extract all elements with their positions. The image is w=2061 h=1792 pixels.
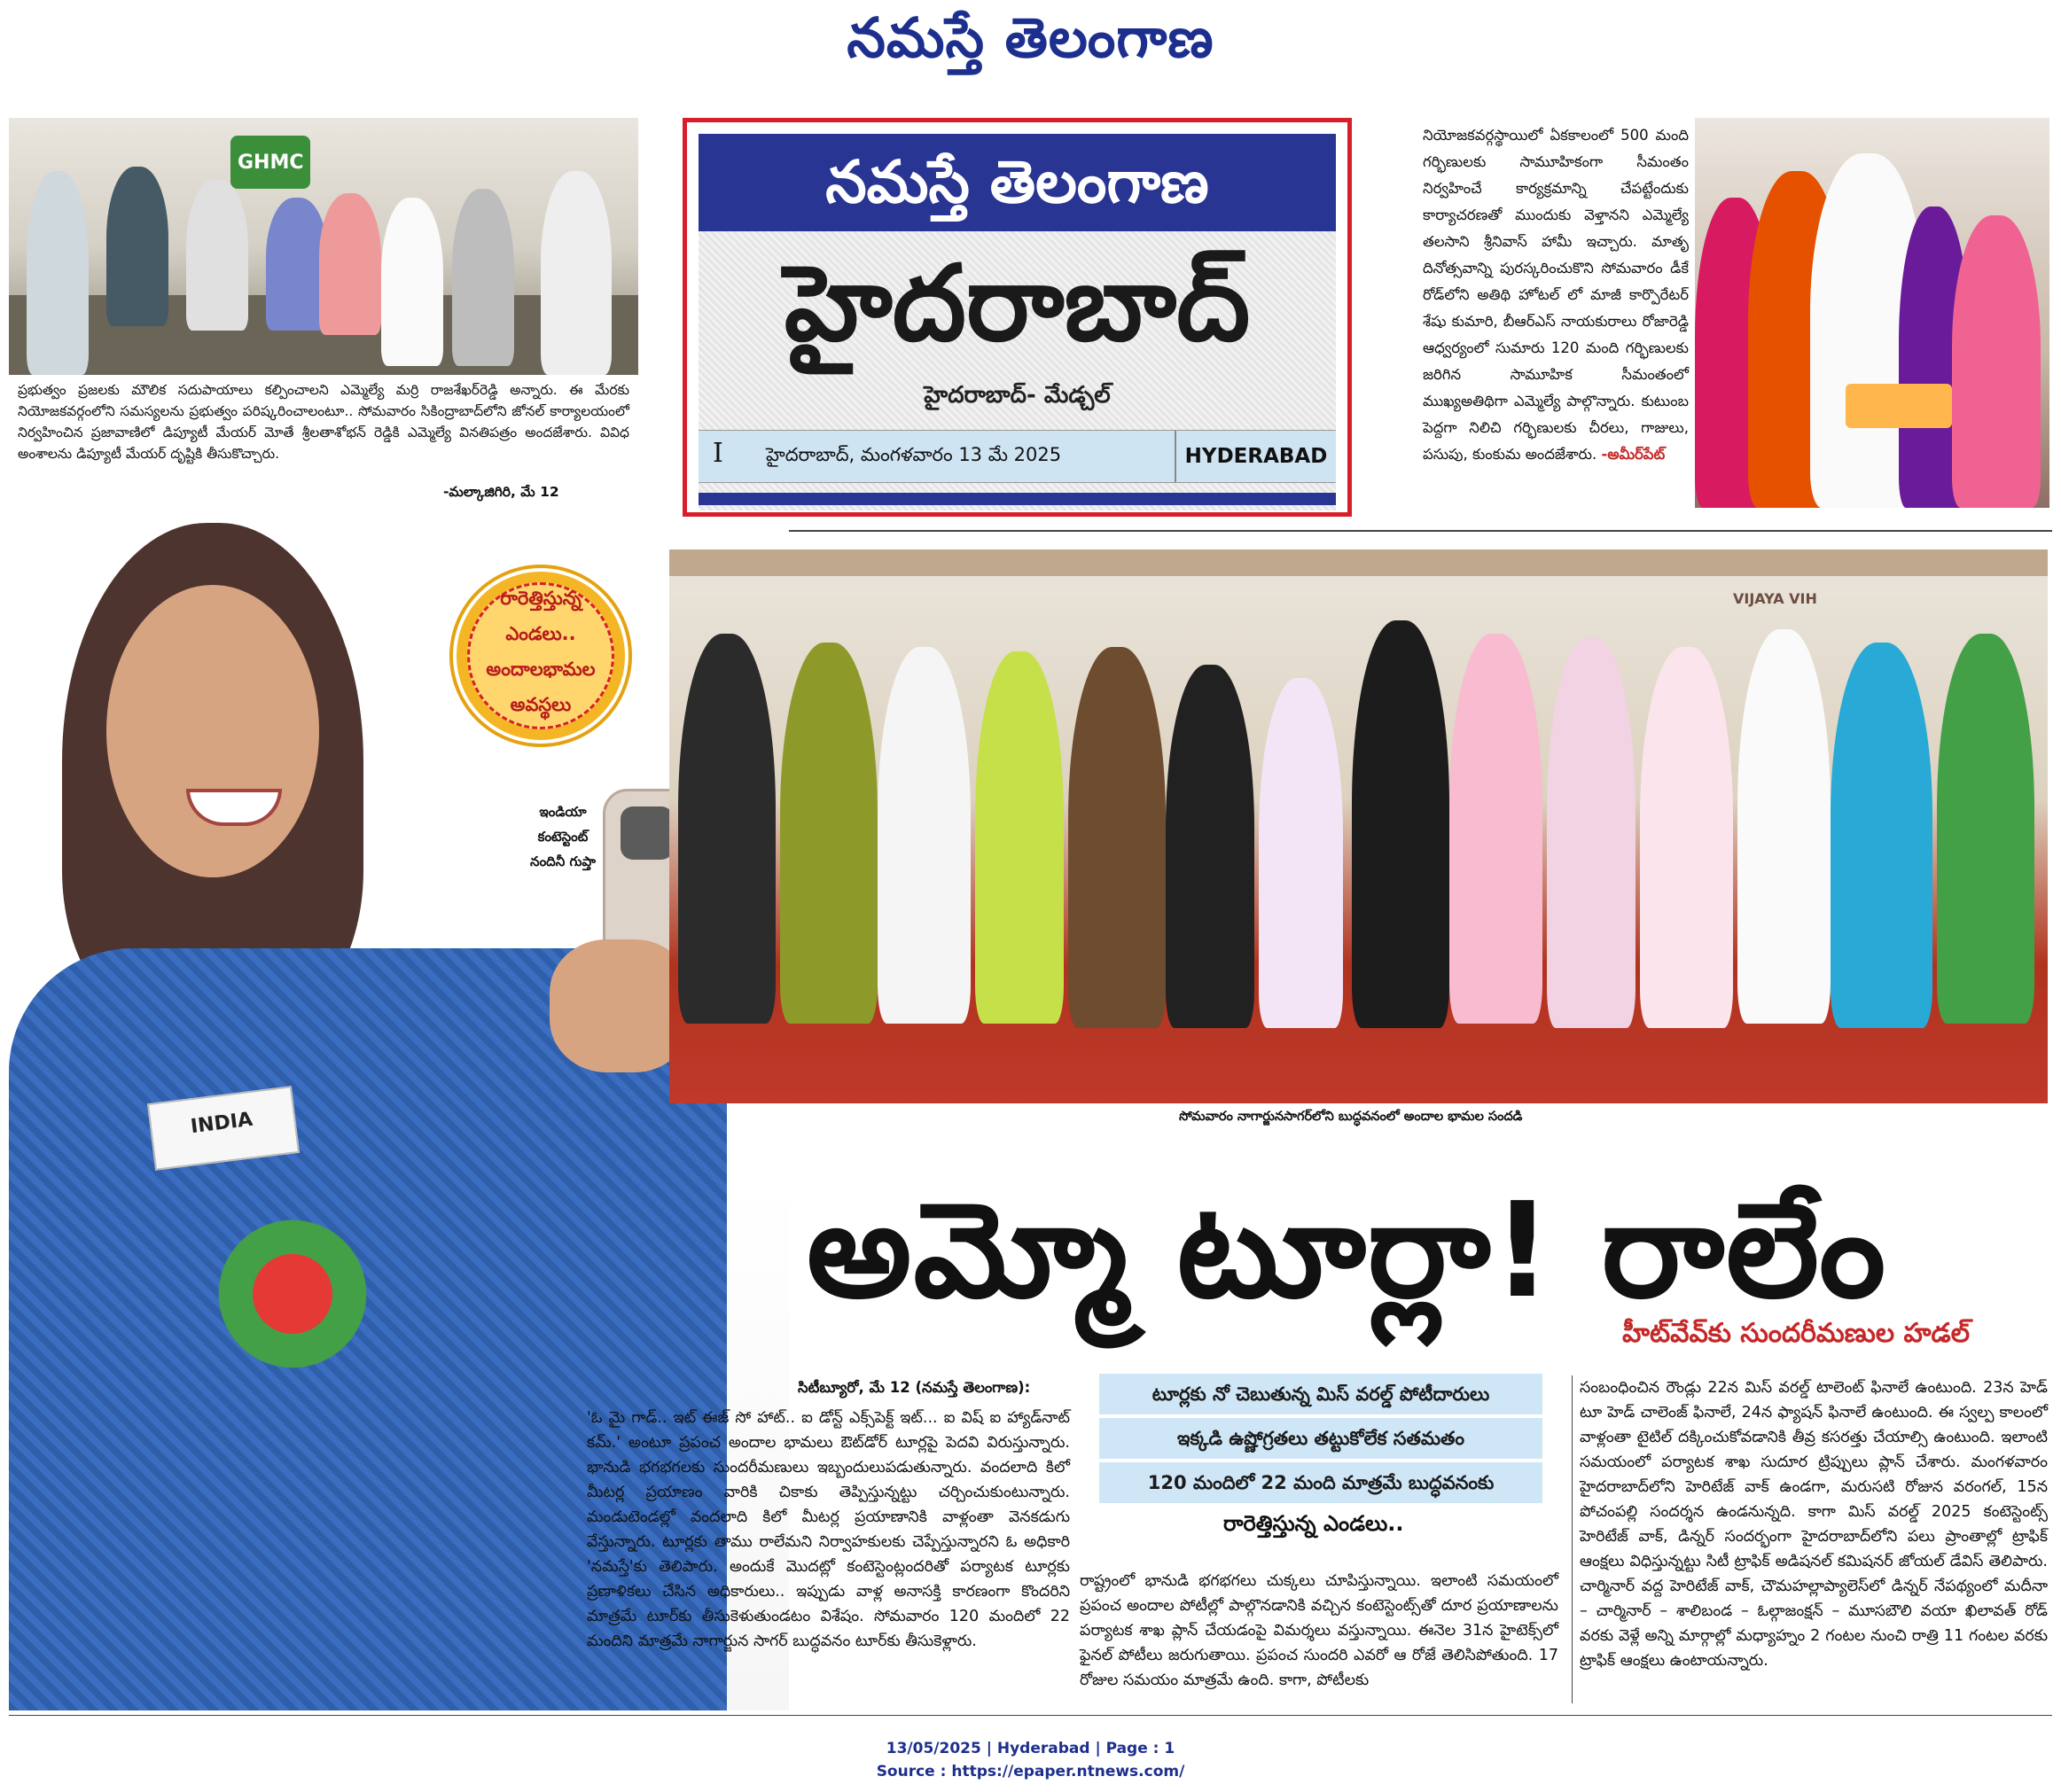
- bottom-rule: [9, 1715, 2052, 1716]
- group-photo-caption: సోమవారం నాగార్జునసాగర్‌లోని బుద్ధవనంలో అందాల భామల సందడి: [1179, 1110, 1523, 1124]
- group-photo: [669, 549, 2048, 1103]
- contestant-caption-line1: ఇండియా: [539, 804, 587, 820]
- building-sign: VIJAYA VIH: [1733, 590, 1817, 607]
- fruit-tray: [1846, 384, 1952, 428]
- edition-bottom-bar: [699, 493, 1336, 505]
- contestant-caption-line2: కంటెస్టెంట్: [537, 829, 589, 845]
- ghmc-photo: [9, 118, 638, 375]
- masthead-title: నమస్తే తెలంగాణ: [847, 5, 1214, 70]
- masthead: [0, 0, 2061, 89]
- ghmc-sign-label: GHMC: [238, 152, 304, 174]
- phone-camera-icon: [621, 806, 674, 860]
- headline: అమ్మో టూర్లా! రాలేం: [807, 1174, 1888, 1327]
- column-divider: [1572, 1375, 1573, 1703]
- article-col3: సంబంధించిన రౌండ్లు 22న మిస్ వరల్డ్ టాలెంట్ ఫినాలే ఉంటుంది. 23న హెడ్ టూ హెడ్ చాలెంజ్ ఫినాలే, 24న ఫ్యాషన్ ఫినాలే ఉంటుంది. ఈ స్వల్ప కాలంలో వాళ్లంతా టైటిల్ దక్కించుకోవడానికి తీవ్ర కసరత్తు చేయాల్సి ఉంటుంది. ఇలాంటి సమయంలో పర్యాటక శాఖ సుదూర ట్రిప్పులు ప్లాన్ చేశారు. మంగళవారం హైదరాబాద్‌లోని హెరిటేజ్ వాక్ ఉండగా, మరుసటి రోజున వరంగల్, 15న పోచంపల్లి సందర్శన ఉండనున్నది. కాగా మిస్ వరల్డ్ 2025 కంటెస్టెంట్స్ హెరిటేజ్ వాక్, డిన్నర్ సందర్భంగా హైదరాబాద్‌లోని పలు ప్రాంతాల్లో ట్రాఫిక్ ఆంక్షలు విధిస్తున్నట్టు సిటీ ట్రాఫిక్ అడిషనల్ కమిషనర్ జోయల్ డేవిస్ తెలిపారు. చార్మినార్ వద్ద హెరిటేజ్ వాక్, చౌమహల్లాప్యాలెస్‌లో డిన్నర్ నేపథ్యంలో మదీనా – చార్మినార్ – శాలిబండ – ఓల్గాజంక్షన్ – మూసబౌలి వయా ఖిలావత్ రోడ్ వరకు వెళ్లే అన్ని మార్గాల్లో మధ్యాహ్నం 2 గంటల నుంచి రాత్రి 11 గంటల వరకు ట్రాఫిక్ ఆంక్షలు ఉంటాయన్నారు.: [1580, 1379, 2048, 1670]
- edition-date-bar: [699, 430, 1336, 483]
- heat-badge-line4: అవస్థలు: [510, 694, 572, 715]
- edition-city-name: హైదరాబాద్: [784, 242, 1251, 364]
- highlight-3: 120 మందిలో 22 మంది మాత్రమే బుద్ధవనంకు: [1099, 1462, 1542, 1503]
- top-left-dateline: -మల్కాజిగిరి, మే 12: [443, 484, 559, 500]
- article-section-head: రారెత్తిస్తున్న ఎండలు..: [1223, 1511, 1404, 1536]
- contestant-caption: [514, 799, 612, 874]
- top-right-text: నియోజకవర్గస్థాయిలో ఏకకాలంలో 500 మంది గర్భిణులకు సామూహికంగా సీమంతం నిర్వహించే కార్యక్రమాన్ని చేపట్టేందుకు కార్యాచరణతో ముందుకు వెళ్తానని ఎమ్మెల్యే తలసాని శ్రీనివాస్ హామీ ఇచ్చారు. మాతృ దినోత్సవాన్ని పురస్కరించుకొని సోమవారం డీకే రోడ్‌లోని అతిథి హోటల్ లో మాజీ కార్పొరేటర్ శేషు కుమారి, బీఆర్‌ఎస్ నాయకురాలు రోజారెడ్డి ఆధ్వర్యంలో సుమారు 120 మంది గర్భిణులకు జరిగిన సామూహిక సీమంతంలో ముఖ్యఅతిథిగా ఎమ్మెల్యే పాల్గొన్నారు. కుటుంబ పెద్దగా నిలిచి గర్భిణులకు చీరలు, గాజులు, పసుపు, కుంకుమ అందజేశారు.: [1423, 127, 1689, 463]
- footer-page-info: 13/05/2025 | Hyderabad | Page : 1: [886, 1740, 1175, 1757]
- top-right-article: [1423, 122, 1689, 468]
- edition-label: HYDERABAD: [1175, 431, 1336, 482]
- flower-print: [186, 1214, 399, 1374]
- edition-masthead-box: [683, 118, 1352, 517]
- top-right-dateline: -అమీర్‌పేట్: [1601, 446, 1666, 463]
- subheadline: హీట్‌వేవ్‌కు సుందరీమణుల హడల్: [1622, 1318, 1970, 1349]
- contestant-face: [106, 585, 319, 877]
- edition-date: హైదరాబాద్, మంగళవారం 13 మే 2025: [766, 444, 1062, 465]
- heat-badge-line3: అందాలభామల: [486, 658, 596, 680]
- article-dateline: సిటీబ్యూరో, మే 12 (నమస్తే తెలంగాణ):: [798, 1379, 1031, 1396]
- edition-paper-name: నమస్తే తెలంగాణ: [699, 134, 1336, 231]
- page-marker: I: [713, 438, 723, 469]
- article-highlights: [1099, 1374, 1542, 1507]
- building-roof: [669, 549, 2048, 576]
- seemantham-photo: [1695, 118, 2049, 508]
- contestant-caption-line3: నందినీ గుప్తా: [530, 853, 596, 869]
- footer-source[interactable]: Source : https://epaper.ntnews.com/: [876, 1763, 1185, 1780]
- article-col2: రాష్ట్రంలో భానుడి భగభగలు చుక్కలు చూపిస్తున్నాయి. ఇలాంటి సమయంలో ప్రపంచ అందాల పోటీల్లో పాల్గొనడానికి వచ్చిన కంటెస్టెంట్స్‌తో దూర ప్రయాణాలను పర్యాటక శాఖ ప్లాన్ చేయడంపై విమర్శలు వస్తున్నాయి. ఈనెల 31న హైటెక్స్‌లో ఫైనల్ పోటీలు జరుగుతాయి. ప్రపంచ సుందరి ఎవరో ఆ రోజే తెలిసిపోతుంది. 17 రోజుల సమయం మాత్రమే ఉంది. కాగా, పోటీలకు: [1080, 1572, 1558, 1689]
- top-left-caption: ప్రభుత్వం ప్రజలకు మౌలిక సదుపాయాలు కల్పించాలని ఎమ్మెల్యే మర్రి రాజశేఖర్‌రెడ్డి అన్నారు. ఈ మేరకు నియోజకవర్గంలోని సమస్యలను ప్రభుత్వం పరిష్కరించాలంటూ.. సోమవారం సికింద్రాబాద్‌లోని జోనల్ కార్యాలయంలో నిర్వహించిన ప్రజావాణిలో డిప్యూటీ మేయర్ మోతే శ్రీలతాశోభన్ రెడ్డికి ఎమ్మెల్యే వినతిపత్రం అందజేశారు. వివిధ అంశాలను డిప్యూటీ మేయర్ దృష్టికి తీసుకొచ్చారు.: [18, 382, 629, 462]
- edition-subtitle: హైదరాబాద్- మేడ్చల్: [924, 382, 1111, 409]
- article-col1: 'ఓ మై గాడ్.. ఇట్ ఈజ్ సో హాట్.. ఐ డోన్ట్ ఎక్స్‌పెక్ట్ ఇట్... ఐ విష్ ఐ హ్యాడ్‌నాట్ కమ్.' అంటూ ప్రపంచ అందాల భామలు ఔట్‌డోర్ టూర్లపై పెదవి విరుస్తున్నారు. భానుడి భగభగలకు సుందరీమణులు ఇబ్బందులుపడుతున్నారు. వందలాది కిలో మీటర్ల ప్రయాణం వారికి చికాకు తెప్పిస్తున్నట్టు చర్చించుకుంటున్నారు. మండుటెండల్లో వందలాది కిలో మీటర్ల ప్రయాణానికి వాళ్లంతా వెనకడుగు వేస్తున్నారు. టూర్లకు తాము రాలేమని నిర్వాహకులకు చెప్పేస్తున్నారని ఓ అధికారి 'నమస్తే'కు తెలిపారు. అందుకే మొదట్లో కంటెస్టెంట్లందరితో పర్యాటక టూర్లకు ప్రణాళికలు చేసిన అధికారులు.. ఇప్పుడు వాళ్ల అనాసక్తి కారణంగా కొందరిని మాత్రమే టూర్‌కు తీసుకెళుతుండటం విశేషం. సోమవారం 120 మందిలో 22 మందిని మాత్రమే నాగార్జున సాగర్ బుద్ధవనం టూర్‌కు తీసుకెళ్లారు.: [587, 1409, 1070, 1650]
- highlight-2: ఇక్కడి ఉష్ణోగ్రతలు తట్టుకోలేక సతమతం: [1099, 1418, 1542, 1459]
- heat-badge-line2: ఎండలు..: [505, 623, 576, 644]
- heat-badge-line1: రారెత్తిస్తున్న: [500, 588, 582, 609]
- footer: [0, 1737, 2061, 1783]
- highlight-1: టూర్లకు నో చెబుతున్న మిస్ వరల్డ్ పోటీదారులు: [1099, 1374, 1542, 1414]
- edition-city-panel: [699, 231, 1336, 510]
- name-tag-label: INDIA: [189, 1108, 254, 1139]
- heat-badge: [457, 572, 625, 740]
